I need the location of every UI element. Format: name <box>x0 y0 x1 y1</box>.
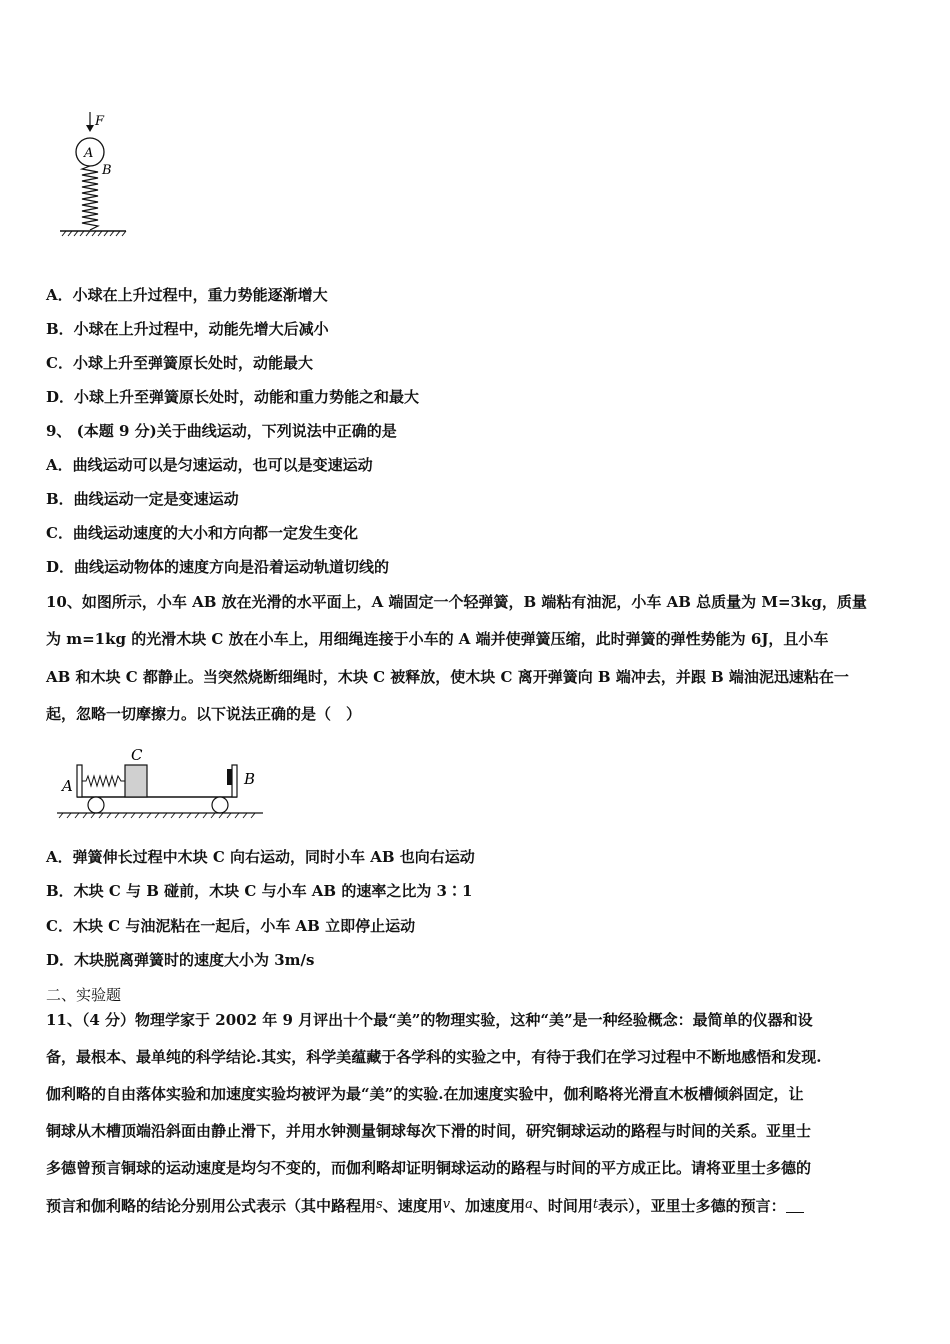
q11-line-6-prefix: 预言和伽利略的结论分别用公式表示（其中路程用 <box>46 1197 377 1215</box>
q10-stem-line-4: 起，忽略一切摩擦力。以下说法正确的是（ ） <box>46 705 362 723</box>
var-s: s <box>376 1197 383 1212</box>
ball-label: A <box>84 146 94 161</box>
q11-line-6 <box>46 1195 908 1216</box>
q9-option-c: C．曲线运动速度的大小和方向都一定发生变化 <box>46 524 358 542</box>
end-a-label: A <box>62 777 73 795</box>
end-b-label: B <box>244 770 256 788</box>
q10-option-b: B．木块 C 与 B 碰前，木块 C 与小车 AB 的速率之比为 3∶1 <box>46 882 473 900</box>
block-label: C <box>131 746 143 764</box>
q9-stem: 9、 (本题 9 分)关于曲线运动，下列说法中正确的是 <box>46 422 397 440</box>
q10-option-a: A．弹簧伸长过程中木块 C 向右运动，同时小车 AB 也向右运动 <box>46 848 475 866</box>
cart-figure <box>55 742 265 822</box>
q11-line-3: 伽利略的自由落体实验和加速度实验均被评为最“美”的实验.在加速度实验中，伽利略将光滑直木板槽倾斜固定，让 <box>46 1085 804 1103</box>
spring-ball-diagram <box>52 108 132 240</box>
q11-line-2: 备，最根本、最单纯的科学结论.其实，科学美蕴藏于各学科的实验之中，有待于我们在学习过程中不断地感悟和发现. <box>46 1048 822 1066</box>
q9-option-d: D．曲线运动物体的速度方向是沿着运动轨道切线的 <box>46 558 390 576</box>
q9-option-a: A．曲线运动可以是匀速运动，也可以是变速运动 <box>46 456 373 474</box>
q10-option-c: C．木块 C 与油泥粘在一起后，小车 AB 立即停止运动 <box>46 917 416 935</box>
spring-label: B <box>102 163 112 178</box>
q11-sep-1: 、速度用 <box>382 1197 443 1215</box>
q8-option-a: A．小球在上升过程中，重力势能逐渐增大 <box>46 286 328 304</box>
section-heading: 二、实验题 <box>46 986 122 1004</box>
q8-option-b: B．小球在上升过程中，动能先增大后减小 <box>46 320 329 338</box>
end-b-wall <box>232 765 237 797</box>
wheel-right <box>212 797 228 813</box>
var-t: t <box>592 1197 599 1212</box>
wheel-left <box>88 797 104 813</box>
end-a-wall <box>77 765 82 797</box>
q10-stem-line-1: 10、如图所示，小车 AB 放在光滑的水平面上，A 端固定一个轻弹簧，B 端粘有油泥，小车 AB 总质量为 M=3kg，质量 <box>46 593 867 611</box>
q11-line-4: 铜球从木槽顶端沿斜面由静止滑下，并用水钟测量铜球每次下滑的时间，研究铜球运动的路程与时间的关系。亚里士 <box>46 1122 812 1140</box>
q11-sep-2: 、加速度用 <box>450 1197 526 1215</box>
q11-line-5: 多德曾预言铜球的运动速度是均匀不变的，而伽利略却证明铜球运动的路程与时间的平方成正比。请将亚里士多德的 <box>46 1159 812 1177</box>
spring-b <box>82 166 98 230</box>
var-v: v <box>442 1197 451 1212</box>
answer-blank[interactable] <box>786 1198 804 1213</box>
q10-option-d: D．木块脱离弹簧时的速度大小为 3m/s <box>46 951 315 969</box>
var-a: a <box>525 1197 533 1212</box>
spring-ball-figure <box>52 108 132 240</box>
q9-option-b: B．曲线运动一定是变速运动 <box>46 490 239 508</box>
q10-stem-line-3: AB 和木块 C 都静止。当突然烧断细绳时，木块 C 被释放，使木块 C 离开弹簧向 B 端冲去，并跟 B 端油泥迅速粘在一 <box>46 668 849 686</box>
q8-option-d: D．小球上升至弹簧原长处时，动能和重力势能之和最大 <box>46 388 420 406</box>
compressed-spring <box>82 776 125 786</box>
cart-diagram <box>55 742 265 822</box>
putty <box>227 769 232 785</box>
force-label: F <box>95 114 105 129</box>
q11-sep-3: 、时间用 <box>532 1197 593 1215</box>
block-c <box>125 765 147 797</box>
q8-option-c: C．小球上升至弹簧原长处时，动能最大 <box>46 354 313 372</box>
q10-stem-line-2: 为 m=1kg 的光滑木块 C 放在小车上，用细绳连接于小车的 A 端并使弹簧压缩，此时弹簧的弹性势能为 6J，且小车 <box>46 630 829 648</box>
q11-line-6-suffix: 表示），亚里士多德的预言： <box>598 1197 786 1215</box>
q11-line-1: 11、（4 分）物理学家于 2002 年 9 月评出十个最“美”的物理实验，这种“美”是一种经验概念：最简单的仪器和设 <box>46 1011 813 1029</box>
